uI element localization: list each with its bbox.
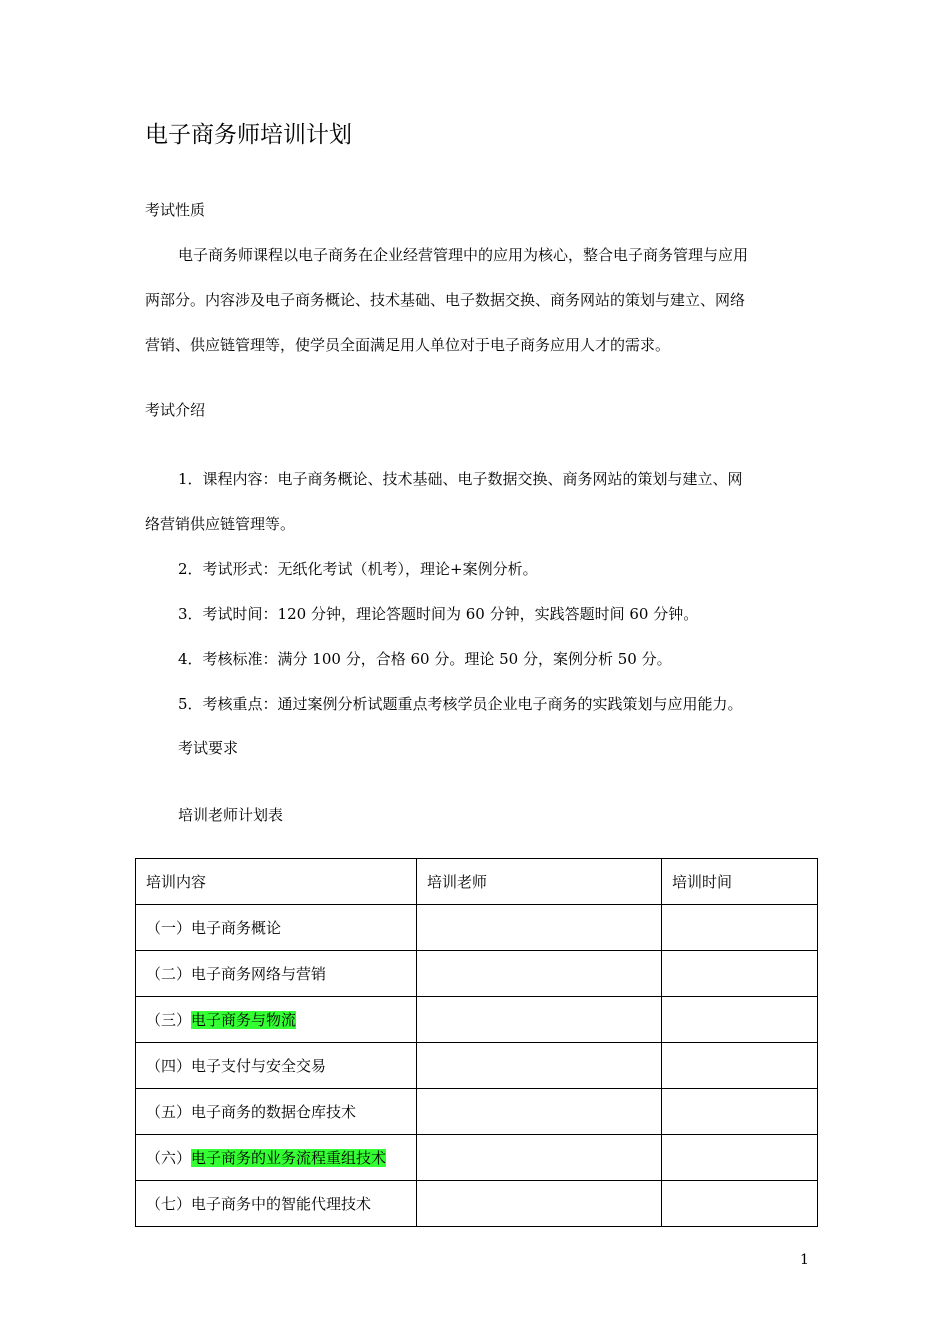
row-text-highlighted: 电子商务的业务流程重组技术 (191, 1149, 387, 1167)
row-text: 电子支付与安全交易 (191, 1057, 327, 1075)
row-prefix: （五） (146, 1103, 192, 1121)
table-row (136, 951, 818, 997)
row-prefix: （七） (146, 1195, 192, 1213)
row-text: 电子商务网络与营销 (191, 965, 327, 983)
row-prefix: （三） (146, 1011, 192, 1029)
intro-item-1-line-1: 1．课程内容：电子商务概论、技术基础、电子数据交换、商务网站的策划与建立、网 (178, 470, 743, 488)
row-content-cell (136, 1089, 417, 1135)
row-time-cell (662, 1181, 818, 1227)
intro-item-2: 2．考试形式：无纸化考试（机考），理论+案例分析。 (178, 560, 538, 578)
header-cell-content: 培训内容 (136, 859, 417, 905)
row-text: 电子商务概论 (191, 919, 282, 937)
table-row (136, 1043, 818, 1089)
document-title: 电子商务师培训计划 (145, 122, 352, 148)
row-text: 电子商务中的智能代理技术 (191, 1195, 372, 1213)
row-teacher-cell (417, 1135, 662, 1181)
row-teacher-cell (417, 1089, 662, 1135)
row-prefix: （二） (146, 965, 192, 983)
intro-item-1-line-2: 络营销供应链管理等。 (145, 515, 296, 533)
table-header-row (136, 859, 818, 905)
intro-item-4: 4．考核标准：满分 100 分，合格 60 分。理论 50 分，案例分析 50 分。 (178, 650, 672, 668)
row-teacher-cell (417, 1043, 662, 1089)
table-row (136, 905, 818, 951)
row-time-cell (662, 905, 818, 951)
intro-item-3: 3．考试时间：120 分钟，理论答题时间为 60 分钟，实践答题时间 60 分钟。 (178, 605, 699, 623)
row-time-cell (662, 1089, 818, 1135)
row-teacher-cell (417, 997, 662, 1043)
row-content-cell (136, 951, 417, 997)
row-prefix: （一） (146, 919, 192, 937)
row-teacher-cell (417, 951, 662, 997)
intro-item-5: 5．考核重点：通过案例分析试题重点考核学员企业电子商务的实践策划与应用能力。 (178, 695, 743, 713)
header-cell-teacher: 培训老师 (417, 859, 662, 905)
row-content-cell (136, 1181, 417, 1227)
row-teacher-cell (417, 1181, 662, 1227)
table-row (136, 1135, 818, 1181)
paragraph-line-2: 两部分。内容涉及电子商务概论、技术基础、电子数据交换、商务网站的策划与建立、网络 (145, 291, 746, 309)
table-row (136, 1089, 818, 1135)
paragraph-line-3: 营销、供应链管理等，使学员全面满足用人单位对于电子商务应用人才的需求。 (145, 336, 671, 354)
row-time-cell (662, 951, 818, 997)
row-content-cell (136, 1135, 417, 1181)
row-prefix: （六） (146, 1149, 192, 1167)
paragraph-line-1: 电子商务师课程以电子商务在企业经营管理中的应用为核心，整合电子商务管理与应用 (178, 246, 749, 264)
row-time-cell (662, 1043, 818, 1089)
row-content-cell (136, 905, 417, 951)
row-content-cell (136, 1043, 417, 1089)
section-heading-exam-intro: 考试介绍 (145, 401, 206, 419)
table-row (136, 1181, 818, 1227)
training-plan-table (135, 858, 818, 1227)
section-heading-exam-nature: 考试性质 (145, 201, 206, 219)
row-prefix: （四） (146, 1057, 192, 1075)
row-content-cell (136, 997, 417, 1043)
row-text-highlighted: 电子商务与物流 (191, 1011, 297, 1029)
row-time-cell (662, 997, 818, 1043)
page-number: 1 (800, 1252, 809, 1268)
row-text: 电子商务的数据仓库技术 (191, 1103, 357, 1121)
table-row (136, 997, 818, 1043)
row-time-cell (662, 1135, 818, 1181)
table-title: 培训老师计划表 (178, 806, 284, 824)
section-heading-exam-requirements: 考试要求 (178, 739, 239, 757)
row-teacher-cell (417, 905, 662, 951)
header-cell-time: 培训时间 (662, 859, 818, 905)
